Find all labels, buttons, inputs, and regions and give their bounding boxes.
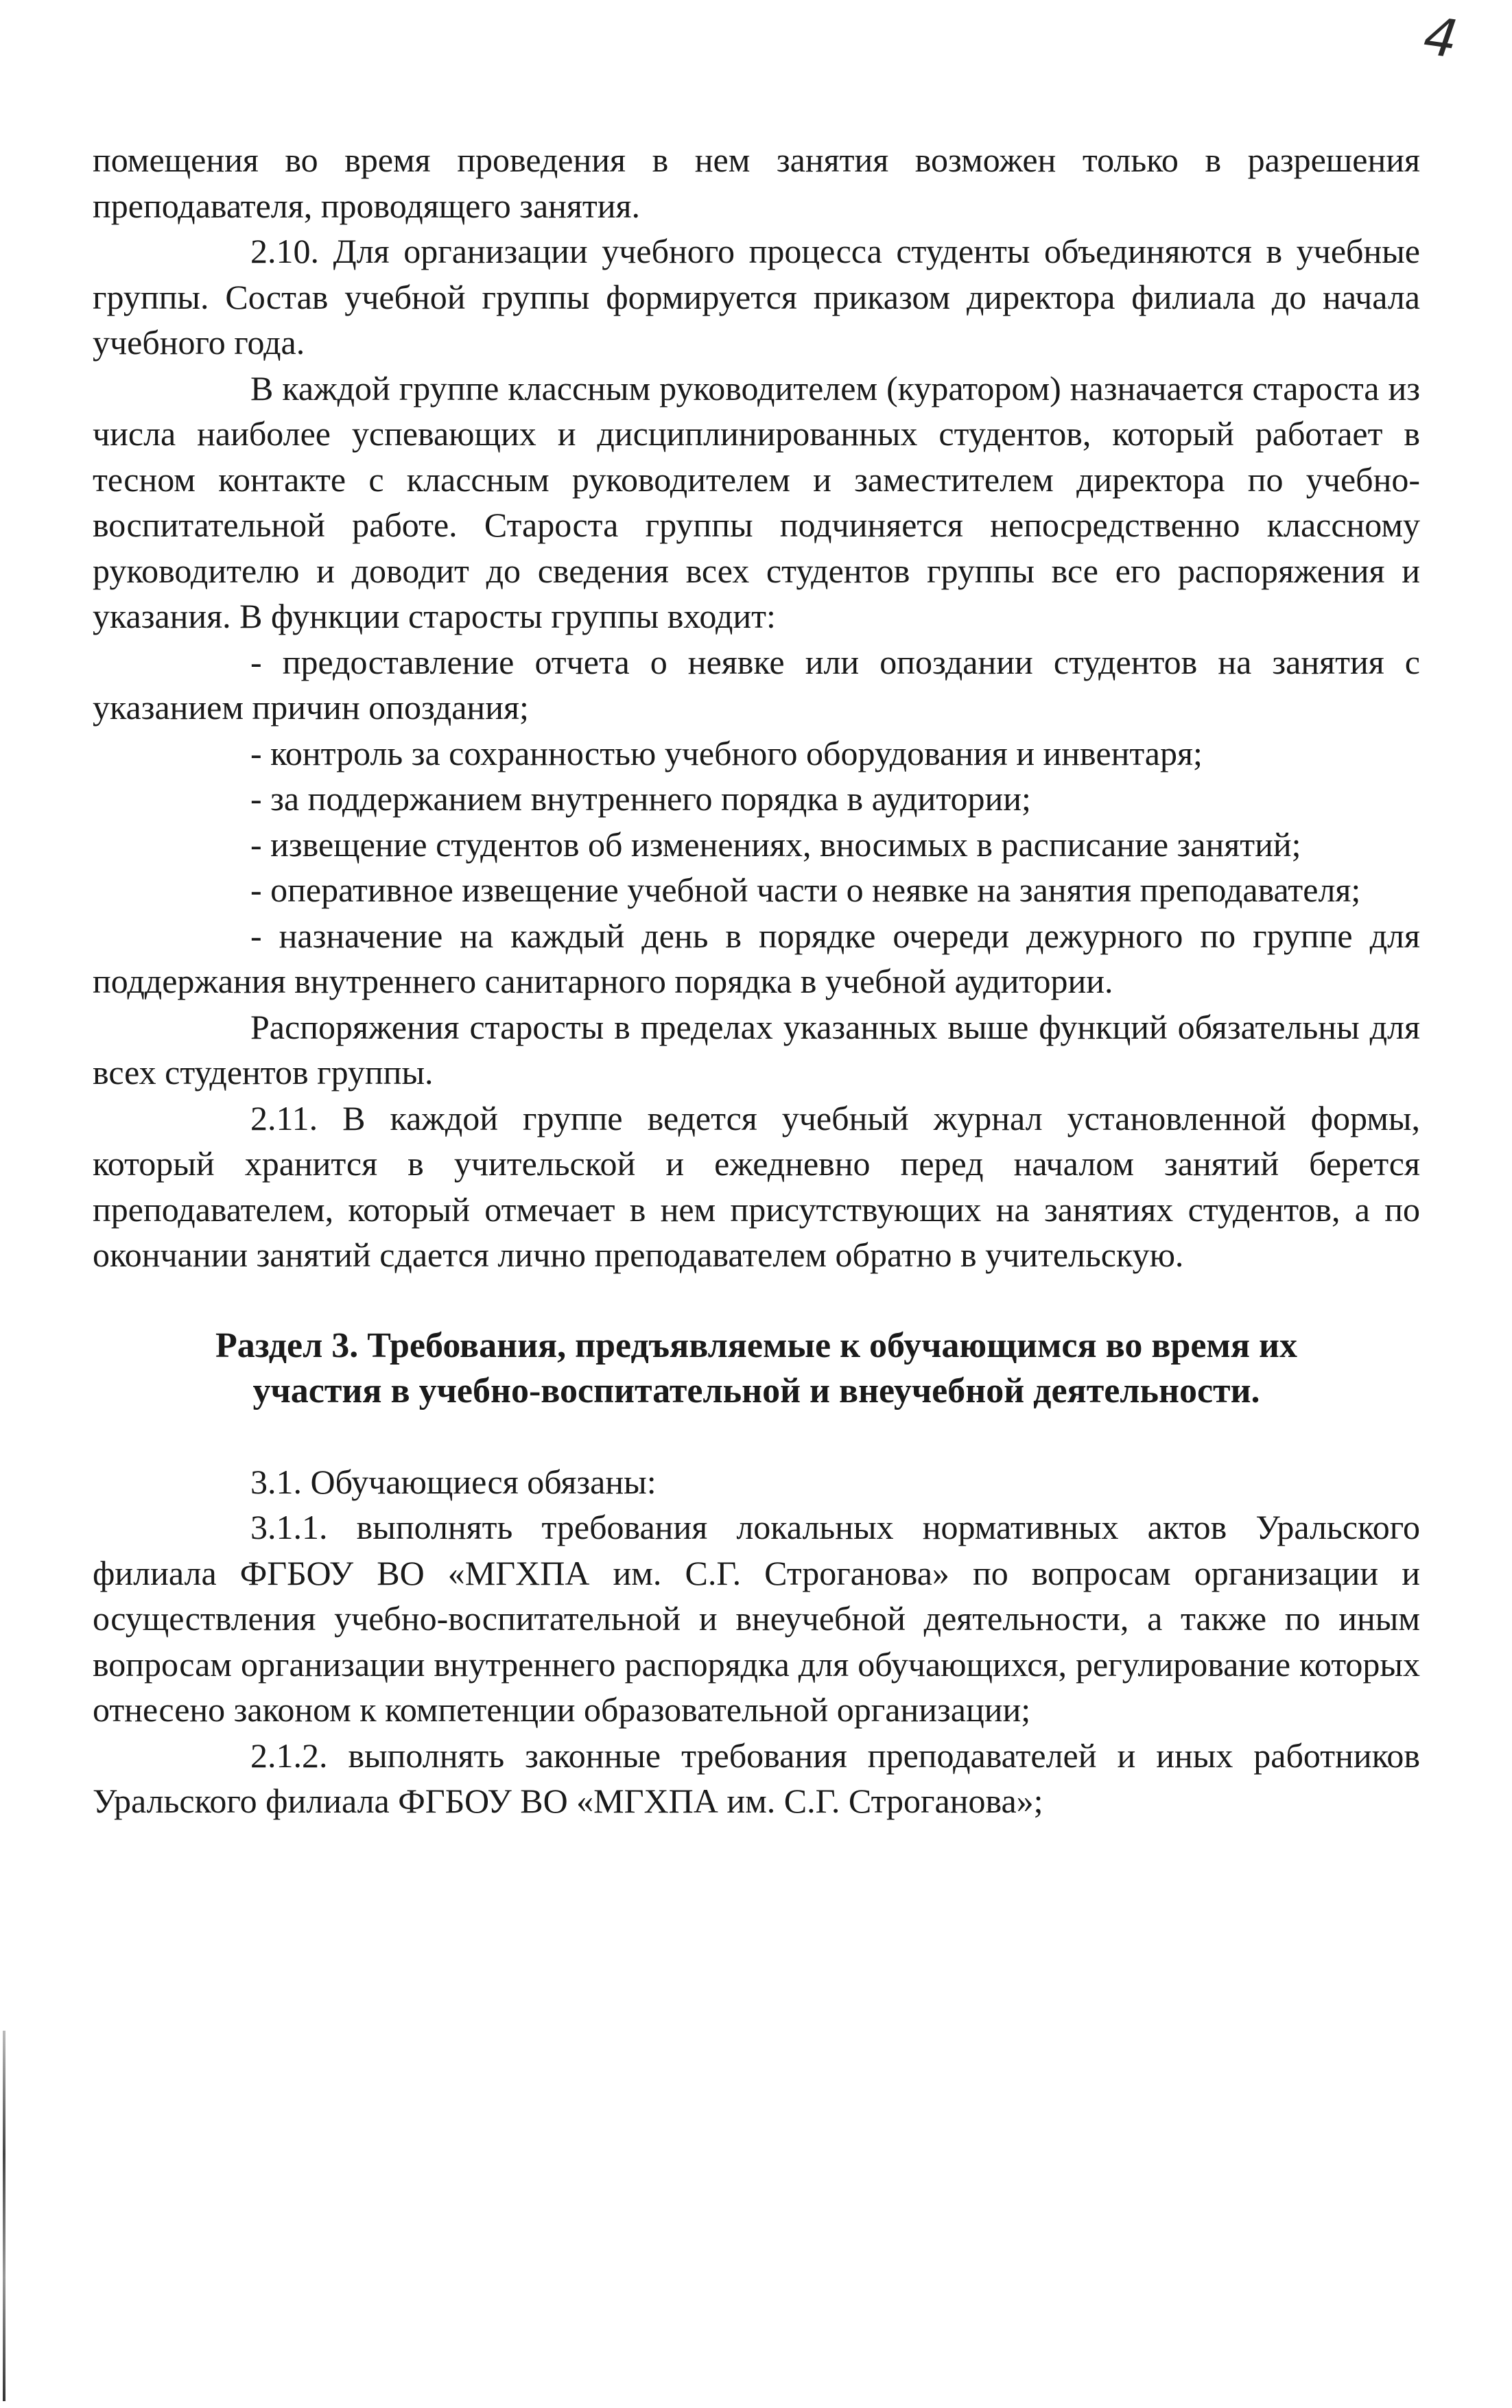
section-3-heading: [93, 1323, 1420, 1414]
section-3-heading-line2: участия в учебно-воспитательной и внеучебной деятельности.: [252, 1371, 1260, 1410]
duty-item: - оперативное извещение учебной части о неявке на занятия преподавателя;: [250, 871, 1361, 909]
paragraph-orders: Распоряжения старосты в пределах указанных выше функций обязательны для всех студентов группы.: [93, 1007, 1420, 1091]
scan-edge-mark: [3, 2031, 5, 2401]
duty-item: - за поддержанием внутреннего порядка в аудитории;: [250, 779, 1031, 818]
duty-item: - предоставление отчета о неявке или опоздании студентов на занятия с указанием причин опоздания;: [93, 642, 1420, 727]
paragraph-starosta: В каждой группе классным руководителем (куратором) назначается староста из числа наиболее успевающих и дисциплинированных студентов, который работает в тесном контакте с классным руководителем и заместителем директора по учебно-воспитательной работе. Староста группы подчиняется непосредственно классному руководителю и доводит до сведения всех студентов группы все его распоряжения и указания. В функции старосты группы входит:: [93, 368, 1420, 635]
item-3-1-1: 3.1.1. выполнять требования локальных нормативных актов Уральского филиала ФГБОУ ВО «МГХПА им. С.Г. Строганова» по вопросам организации и осуществления учебно-воспитательной и внеучебной деятельности, а также по иным вопросам организации внутреннего распорядка для обучающихся, регулирование которых отнесено законом к компетенции образовательной организации;: [93, 1508, 1420, 1729]
document-body: [93, 137, 1420, 1824]
paragraph-2-11: 2.11. В каждой группе ведется учебный журнал установленной формы, который хранится в учительской и ежедневно перед началом занятий берется преподавателем, который отмечает в нем присутствующих на занятиях студентов, а по окончании занятий сдается лично преподавателем обратно в учительскую.: [93, 1098, 1420, 1274]
duty-item: - контроль за сохранностью учебного оборудования и инвентаря;: [250, 733, 1203, 772]
duty-item: - извещение студентов об изменениях, вносимых в расписание занятий;: [250, 825, 1301, 864]
page-number: 4: [1419, 5, 1461, 70]
item-3-1: 3.1. Обучающиеся обязаны:: [250, 1462, 657, 1501]
paragraph-continuation: помещения во время проведения в нем занятия возможен только в разрешения преподавателя, проводящего занятия.: [93, 141, 1420, 225]
item-2-1-2: 2.1.2. выполнять законные требования преподавателей и иных работников Уральского филиала ФГБОУ ВО «МГХПА им. С.Г. Строганова»;: [93, 1736, 1420, 1820]
section-3-heading-line1: Раздел 3. Требования, предъявляемые к обучающимся во время их: [215, 1325, 1297, 1365]
duty-item: - назначение на каждый день в порядке очереди дежурного по группе для поддержания внутреннего санитарного порядка в учебной аудитории.: [93, 916, 1420, 1000]
paragraph-2-10: 2.10. Для организации учебного процесса студенты объединяются в учебные группы. Состав учебной группы формируется приказом директора филиала до начала учебного года.: [93, 232, 1420, 362]
